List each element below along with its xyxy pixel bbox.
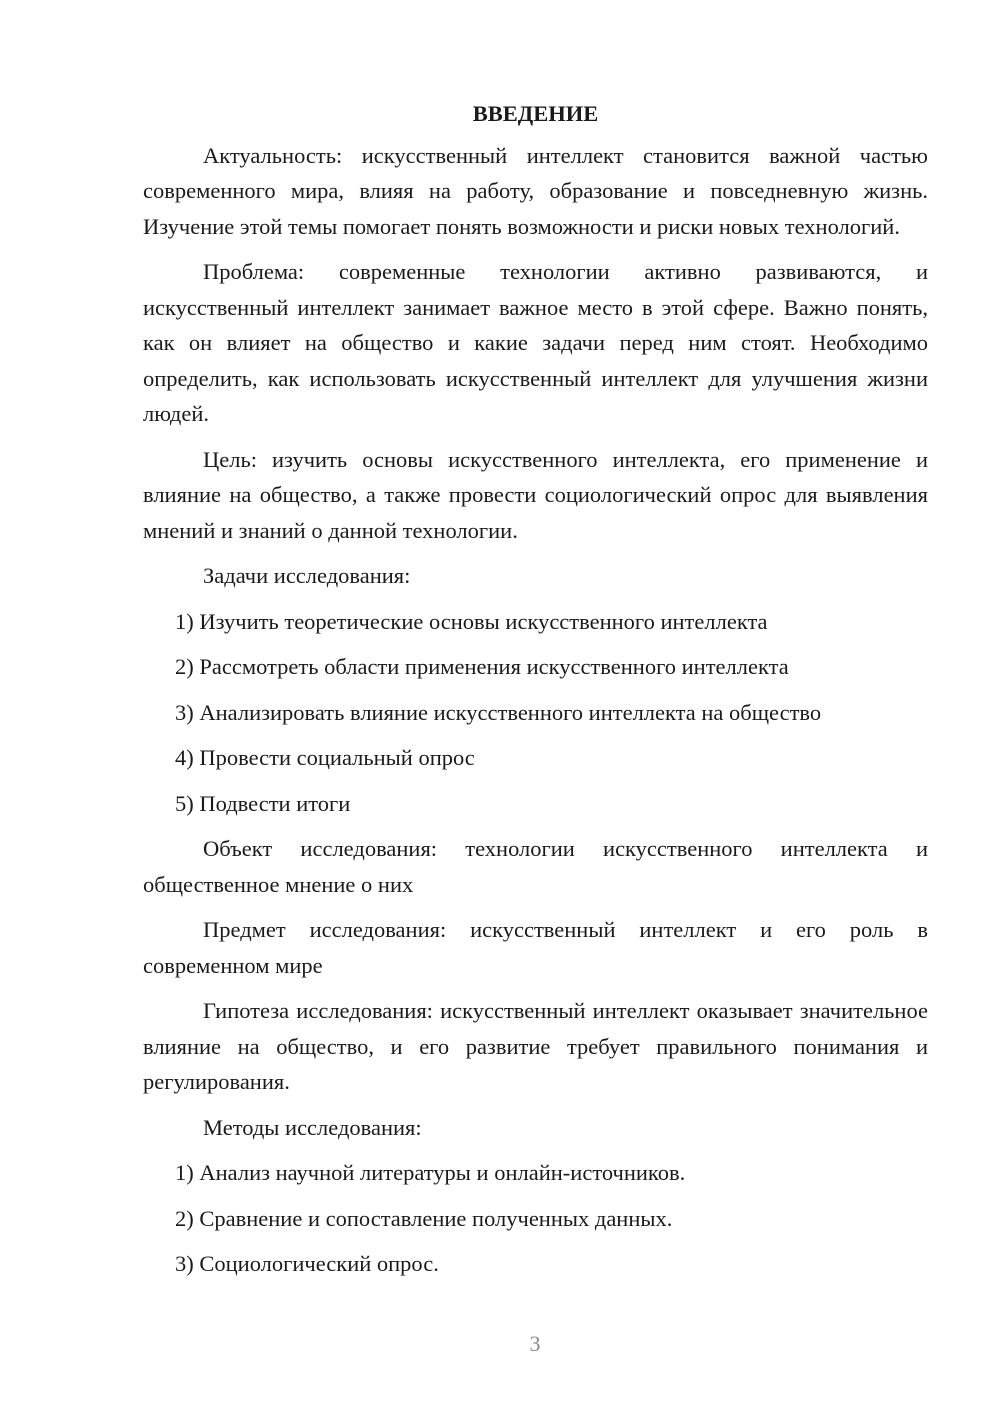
page-title: ВВЕДЕНИЕ — [472, 101, 599, 126]
page-number: 3 — [529, 1331, 541, 1356]
list-item: 3) Социологический опрос. — [175, 1251, 439, 1276]
list-item: 2) Сравнение и сопоставление полученных данных. — [175, 1205, 673, 1231]
object-paragraph: Объект исследования: технологии искусственного интеллекта и общественное мнение о них — [143, 836, 928, 897]
goal-paragraph: Цель: изучить основы искусственного интеллекта, его применение и влияние на общество, а также провести социологический опрос для выявления мнений и знаний о данной технологии. — [143, 446, 928, 543]
list-item: 3) Анализировать влияние искусственного интеллекта на общество — [175, 699, 822, 725]
list-item: 2) Рассмотреть области применения искусственного интеллекта — [175, 654, 789, 679]
list-item: 1) Изучить теоретические основы искусственного интеллекта — [175, 608, 768, 634]
problem-paragraph: Проблема: современные технологии активно развиваются, и искусственный интеллект занимает важное место в этой сфере. Важно понять, как он влияет на общество и какие задачи перед ним стоят. Необходимо определить, как использовать искусственный интеллект для улучшения жизни людей. — [143, 259, 928, 426]
hypothesis-paragraph: Гипотеза исследования: искусственный интеллект оказывает значительное влияние на общество, и его развитие требует правильного понимания и регулирования. — [143, 998, 928, 1094]
list-item: 4) Провести социальный опрос — [175, 745, 475, 770]
methods-heading: Методы исследования: — [203, 1114, 422, 1140]
subject-paragraph: Предмет исследования: искусственный интеллект и его роль в современном мире — [143, 917, 928, 978]
relevance-paragraph: Актуальность: искусственный интеллект становится важной частью современного мира, влияя на работу, образование и повседневную жизнь. Изучение этой темы помогает понять возможности и риски новых технологий. — [143, 142, 928, 239]
list-item: 1) Анализ научной литературы и онлайн-источников. — [175, 1160, 686, 1185]
tasks-list — [143, 604, 928, 822]
list-item: 5) Подвести итоги — [175, 790, 351, 816]
page-content — [143, 96, 928, 1292]
methods-list — [143, 1155, 928, 1282]
tasks-heading: Задачи исследования: — [203, 563, 411, 588]
